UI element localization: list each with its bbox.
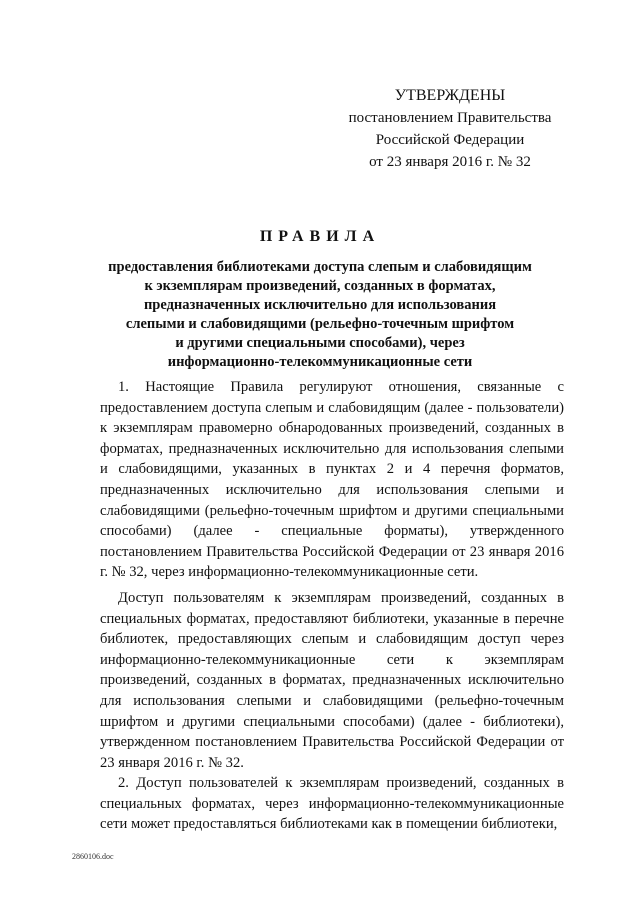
subtitle-line: информационно-телекоммуникационные сети	[167, 354, 473, 370]
subtitle-line: предоставления библиотеками доступа слепым и слабовидящим	[108, 259, 532, 275]
paragraph: Доступ пользователям к экземплярам произведений, созданных в специальных форматах, предоставляют библиотеки, указанные в перечне библиотек, предоставляющих слепым и слабовидящим доступ через информационно-телекоммуникационные сети к экземплярам произведений, созданных в форматах, предназначенных исключительно для использования слепыми и слабовидящими (рельефно-точечным шрифтом и другими специальными способами) (далее - библиотеки), утвержденном постановлением Правительства Российской Федерации от 23 января 2016 г. № 32.	[100, 589, 564, 771]
paragraph: 2. Доступ пользователей к экземплярам произведений, созданных в специальных форматах, через информационно-телекоммуникационные сети может предоставляться библиотеками как в помещении библиотеки,	[100, 775, 564, 833]
subtitle-line: к экземплярам произведений, созданных в форматах,	[144, 278, 496, 294]
approval-block	[300, 85, 600, 173]
subtitle-line: слепыми и слабовидящими (рельефно-точечным шрифтом	[125, 316, 515, 332]
approval-line-1: постановлением Правительства	[348, 110, 552, 126]
document-body	[100, 377, 564, 835]
approval-heading: УТВЕРЖДЕНЫ	[394, 87, 506, 104]
file-name-footer: 2860106.doc	[72, 852, 114, 861]
paragraph: 1. Настоящие Правила регулируют отношения, связанные с предоставлением доступа слепым и слабовидящим (далее - пользователи) к экземплярам правомерно обнародованных произведений, созданных в форматах, предназначенных исключительно для использования слепыми и слабовидящими, указанных в пунктах 2 и 4 перечня форматов, предназначенных исключительно для использования слепыми и слабовидящими (рельефно-точечным шрифтом и другими специальными способами) (далее - специальные форматы), утвержденного постановлением Правительства Российской Федерации от 23 января 2016 г. № 32, через информационно-телекоммуникационные сети.	[100, 379, 564, 581]
approval-line-2: Российской Федерации	[375, 132, 525, 148]
subtitle-line: и другими специальными способами), через	[175, 335, 465, 351]
approval-line-3: от 23 января 2016 г. № 32	[369, 154, 531, 170]
subtitle-line: предназначенных исключительно для использования	[143, 297, 497, 313]
document-title: ПРАВИЛА	[259, 228, 381, 245]
document-subtitle	[80, 258, 560, 372]
